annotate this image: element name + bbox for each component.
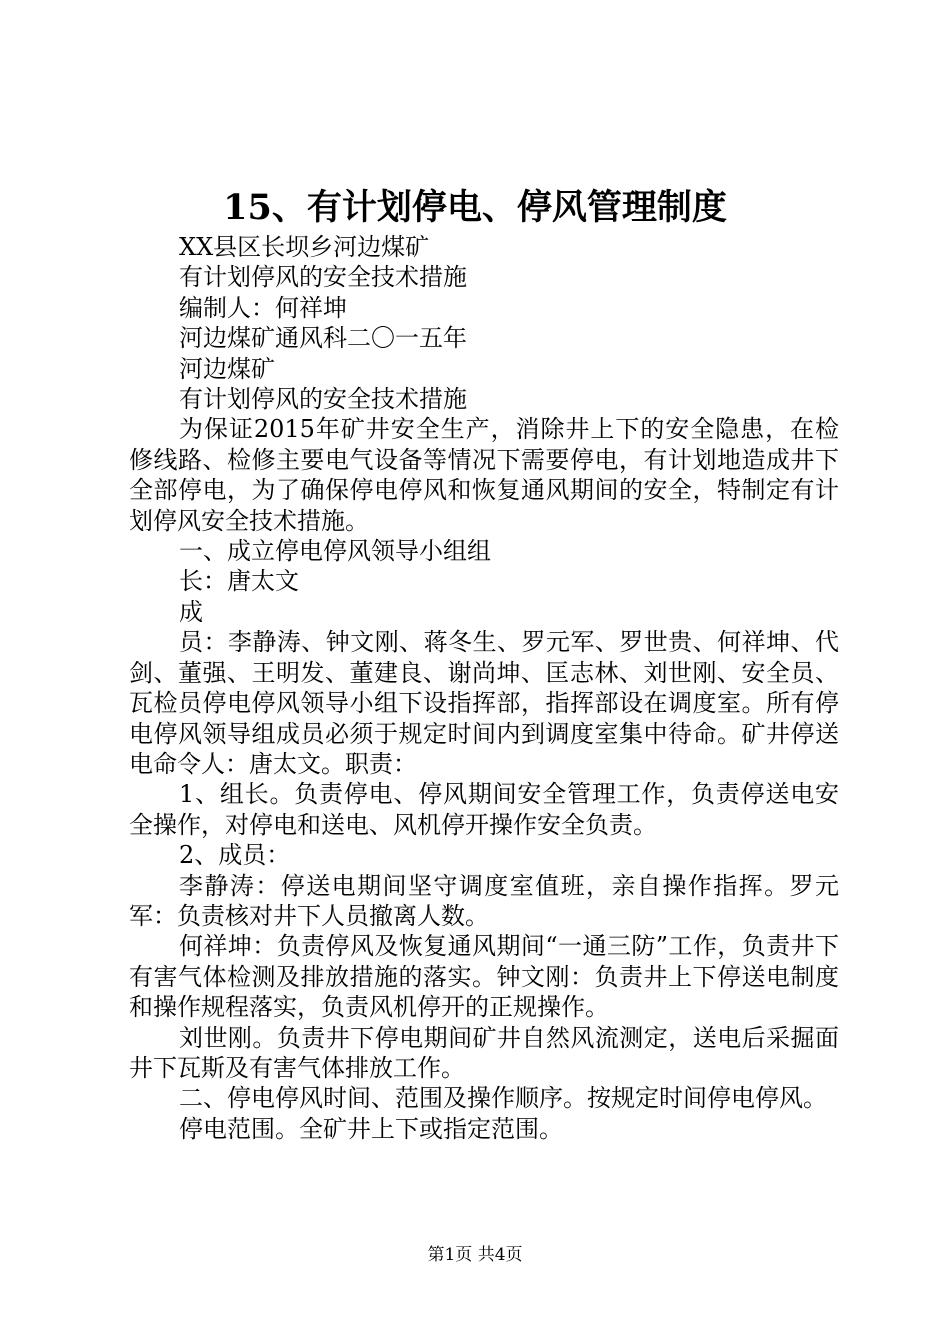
document-title: 15、有计划停电、停风管理制度 xyxy=(223,187,727,228)
document-body xyxy=(129,232,839,1144)
page-footer: 第1页 共4页 xyxy=(427,1245,523,1265)
paragraph: 一、成立停电停风领导小组组 xyxy=(179,537,491,566)
paragraph: 停电范围。全矿井上下或指定范围。 xyxy=(179,1114,563,1143)
paragraph: 刘世刚。负责井下停电期间矿井自然风流测定，送电后采掘面井下瓦斯及有害气体排放工作。 xyxy=(129,1023,839,1082)
paragraph: 李静涛：停送电期间坚守调度室值班，亲自操作指挥。罗元军：负责核对井下人员撤离人数。 xyxy=(129,871,839,930)
paragraph: XX县区长坝乡河边煤矿 xyxy=(179,233,430,261)
paragraph: 有计划停风的安全技术措施 xyxy=(179,385,467,414)
paragraph: 有计划停风的安全技术措施 xyxy=(179,263,467,292)
paragraph: 河边煤矿通风科二〇一五年 xyxy=(179,324,467,353)
paragraph: 长：唐太文 xyxy=(179,567,299,596)
paragraph: 二、停电停风时间、范围及操作顺序。按规定时间停电停风。 xyxy=(179,1084,827,1113)
paragraph: 员：李静涛、钟文刚、蒋冬生、罗元军、罗世贵、何祥坤、代剑、董强、王明发、董建良、谢尚坤、匡志林、刘世刚、安全员、瓦检员停电停风领导小组下设指挥部，指挥部设在调度室。所有停电停风领导组成员必须于规定时间内到调度室集中待命。矿井停送电命令人：唐太文。职责： xyxy=(129,628,839,778)
paragraph: 河边煤矿 xyxy=(179,354,275,383)
paragraph: 2、成员： xyxy=(179,841,291,870)
paragraph: 编制人：何祥坤 xyxy=(179,293,347,322)
paragraph: 成 xyxy=(179,597,203,626)
paragraph: 何祥坤：负责停风及恢复通风期间“一通三防”工作，负责井下有害气体检测及排放措施的落实。钟文刚：负责井上下停送电制度和操作规程落实，负责风机停开的正规操作。 xyxy=(129,932,839,1022)
paragraph: 1、组长。负责停电、停风期间安全管理工作，负责停送电安全操作，对停电和送电、风机停开操作安全负责。 xyxy=(129,780,839,839)
paragraph: 为保证2015年矿井安全生产，消除井上下的安全隐患，在检修线路、检修主要电气设备等情况下需要停电，有计划地造成井下全部停电，为了确保停电停风和恢复通风期间的安全，特制定有计划停风安全技术措施。 xyxy=(129,415,839,535)
